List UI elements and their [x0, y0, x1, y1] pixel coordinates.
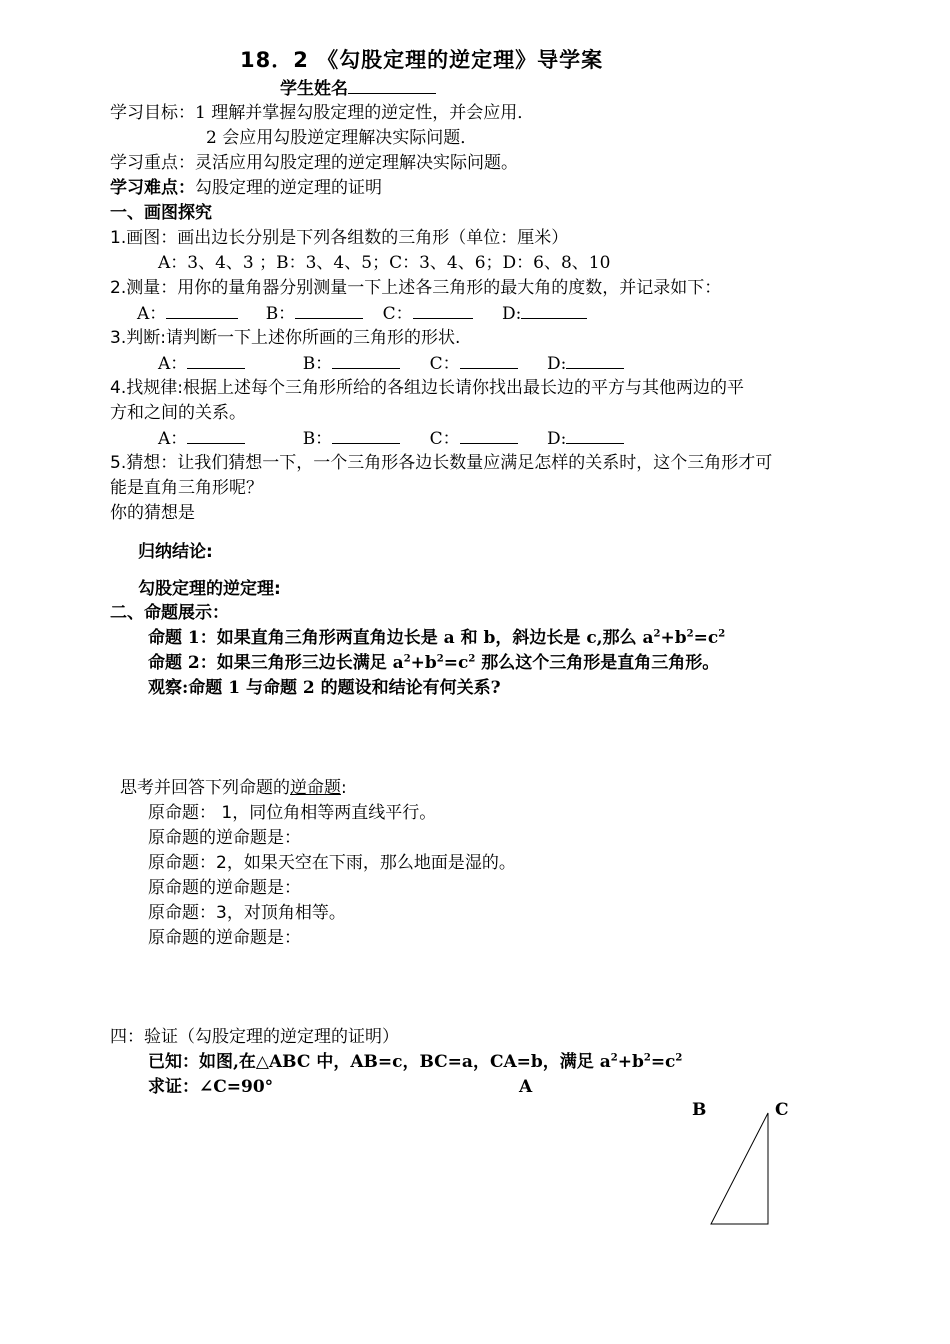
section-1-heading: 一、画图探究 [110, 203, 212, 223]
objective-item-1: 1 理解并掌握勾股定理的逆定性，并会应用． [195, 103, 535, 123]
question-3: 3.判断:请判断一下上述你所画的三角形的形状. [110, 328, 461, 348]
inverse-proposition-1: 原命题的逆命题是： [148, 828, 301, 848]
exponent: 2 [436, 653, 444, 665]
inverse-proposition-3: 原命题的逆命题是： [148, 928, 301, 948]
answer-label-c: C： [382, 304, 413, 324]
proposition-2-text: 命题 2：如果三角形三边长满足 a [148, 653, 404, 673]
exponent: 2 [643, 1052, 651, 1064]
think-heading-underlined: 逆命题 [290, 778, 341, 798]
proposition-1-term: =c [693, 628, 719, 648]
answer-label-b: B： [302, 354, 333, 374]
exponent: 2 [653, 628, 661, 640]
exponent: 2 [468, 653, 476, 665]
proposition-1-term: +b [660, 628, 687, 648]
exponent: 2 [718, 628, 726, 640]
triangle-abc [711, 1113, 768, 1224]
question-1-groups: A：3、4、3 ；B：3、4、5；C：3、4、6；D：6、8、10 [158, 253, 611, 273]
given-term: +b [617, 1052, 644, 1072]
prove-statement: 求证：∠C=90° [148, 1077, 274, 1097]
answer-label-d: D: [547, 429, 567, 449]
section-2-heading: 二、命题展示： [110, 603, 229, 623]
proposition-2-term: +b [410, 653, 437, 673]
vertex-label-a: A [519, 1077, 533, 1097]
objectives-label: 学习目标： [110, 103, 195, 123]
exponent: 2 [675, 1052, 683, 1064]
section-4-heading: 四：验证（勾股定理的逆定理的证明） [110, 1027, 399, 1047]
vertex-label-b: B [692, 1100, 707, 1120]
vertex-label-c: C [775, 1100, 789, 1120]
answer-label-d: D: [502, 304, 522, 324]
key-point-label: 学习重点： [110, 153, 195, 173]
original-proposition-3: 原命题：3，对顶角相等。 [148, 903, 346, 923]
proposition-2-term: =c [443, 653, 469, 673]
question-5-line-1: 5.猜想：让我们猜想一下，一个三角形各边长数量应满足怎样的关系时，这个三角形才可 [110, 453, 773, 473]
question-1: 1.画图：画出边长分别是下列各组数的三角形（单位：厘米） [110, 228, 569, 248]
original-proposition-1: 原命题： 1，同位角相等两直线平行。 [148, 803, 437, 823]
page-title: 18．2 《勾股定理的逆定理》导学案 [240, 48, 604, 72]
think-heading-colon: : [341, 778, 347, 798]
proposition-1-text: 命题 1：如果直角三角形两直角边长是 a 和 b，斜边长是 c,那么 a [148, 628, 654, 648]
question-4-line-1: 4.找规律:根据上述每个三角形所给的各组边长请你找出最长边的平方与其他两边的平 [110, 378, 744, 398]
exponent: 2 [403, 653, 411, 665]
given-term: =c [650, 1052, 676, 1072]
student-name-label: 学生姓名 [280, 79, 348, 99]
question-5-line-2: 能是直角三角形呢？ [110, 478, 263, 498]
objective-item-2: 2 会应用勾股逆定理解决实际问题． [206, 128, 478, 148]
think-heading-text: 思考并回答下列命题的 [120, 778, 290, 798]
guess-label: 你的猜想是 [110, 503, 195, 523]
exponent: 2 [686, 628, 694, 640]
summary-label: 归纳结论: [138, 542, 213, 562]
answer-label-c: C： [429, 354, 460, 374]
difficulty-label: 学习难点： [110, 178, 195, 198]
answer-label-c: C： [429, 429, 460, 449]
original-proposition-2: 原命题：2，如果天空在下雨，那么地面是湿的。 [148, 853, 516, 873]
answer-label-d: D: [547, 354, 567, 374]
answer-label-b: B： [265, 304, 296, 324]
answer-label-a: A： [137, 304, 167, 324]
question-2: 2.测量：用你的量角器分别测量一下上述各三角形的最大角的度数，并记录如下： [110, 278, 722, 298]
given-text: 已知：如图,在△ABC 中，AB=c，BC=a，CA=b，满足 a [148, 1052, 611, 1072]
question-4-line-2: 方和之间的关系。 [110, 403, 246, 423]
proposition-2-conclusion: 那么这个三角形是直角三角形。 [475, 653, 720, 673]
difficulty-text: 勾股定理的逆定理的证明 [195, 178, 382, 198]
answer-label-a: A： [158, 429, 188, 449]
observe-question: 观察:命题 1 与命题 2 的题设和结论有何关系? [148, 678, 501, 698]
answer-label-b: B： [302, 429, 333, 449]
exponent: 2 [610, 1052, 618, 1064]
inverse-proposition-2: 原命题的逆命题是： [148, 878, 301, 898]
converse-theorem-label: 勾股定理的逆定理: [138, 579, 281, 599]
key-point-text: 灵活应用勾股定理的逆定理解决实际问题。 [195, 153, 518, 173]
answer-label-a: A： [158, 354, 188, 374]
